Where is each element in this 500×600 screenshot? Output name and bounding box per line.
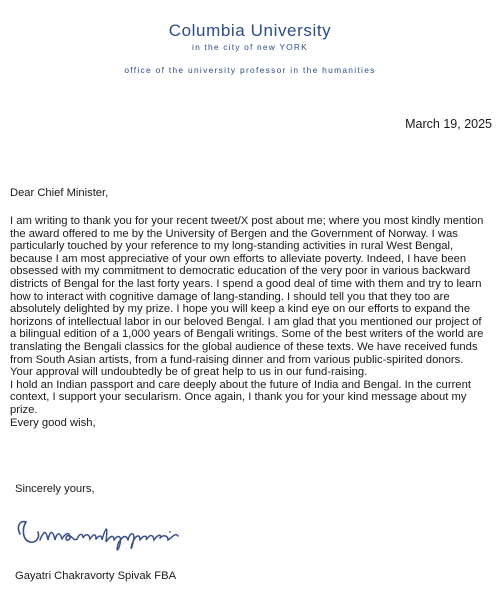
body-line: I am writing to thank you for your recent tweet/X post about me; where you most kindly mention	[10, 215, 484, 227]
letter-body	[10, 215, 500, 429]
body-line: particularly touched by your reference to my long-standing activities in rural West Bengal,	[10, 240, 454, 253]
body-line: translating the Bengali classics for the global audience of these texts. We have received funds	[10, 340, 478, 353]
body-line: context, I support your secularism. Once again, I thank you for your kind message about my	[10, 391, 467, 404]
handwritten-signature	[10, 512, 210, 554]
body-line: from South Asian artists, from a fund-raising dinner and from various public-spirited donors.	[10, 353, 464, 366]
body-line: Every good wish,	[10, 416, 96, 429]
university-name: Columbia University	[168, 21, 332, 40]
salutation: Dear Chief Minister,	[10, 187, 109, 199]
body-line: I hold an Indian passport and care deeply about the future of India and Bengal. In the current	[10, 378, 471, 391]
body-line: horizons of intellectual labor in our beloved Bengal. I am glad that you mentioned our project of	[10, 315, 482, 328]
body-line: obsessed with my commitment to democratic education of the very poor in various backward	[10, 265, 471, 278]
body-line: how to interact with cognitive damage of lang-standing. I should tell you that they too are	[10, 290, 450, 303]
office-line: office of the university professor in the humanities	[124, 65, 376, 75]
signer-name: Gayatri Chakravorty Spivak FBA	[15, 570, 177, 582]
university-city-line: in the city of new YORK	[192, 42, 308, 52]
body-line: a bilingual edition of a 1,000 years of Bengali writings. Some of the best writers of the world are	[10, 328, 484, 341]
body-line: districts of Bengal for the last forty years. I spend a good deal of time with them and try to learn	[10, 277, 482, 290]
body-line: Your approval will undoubtedly be of great help to us in our fund-raising.	[10, 366, 368, 379]
body-line: because I am most appreciative of your own efforts to alleviate poverty. Indeed, I have been	[10, 252, 467, 265]
body-line: the award offered to me by the University of Bergen and the Government of Norway. I was	[10, 227, 458, 240]
body-line: prize.	[10, 403, 38, 416]
letter-date: March 19, 2025	[405, 117, 492, 131]
body-line: absolutely delighted by my prize. I hope you will keep a kind eye on our efforts to expand the	[10, 303, 471, 316]
closing: Sincerely yours,	[15, 483, 95, 495]
